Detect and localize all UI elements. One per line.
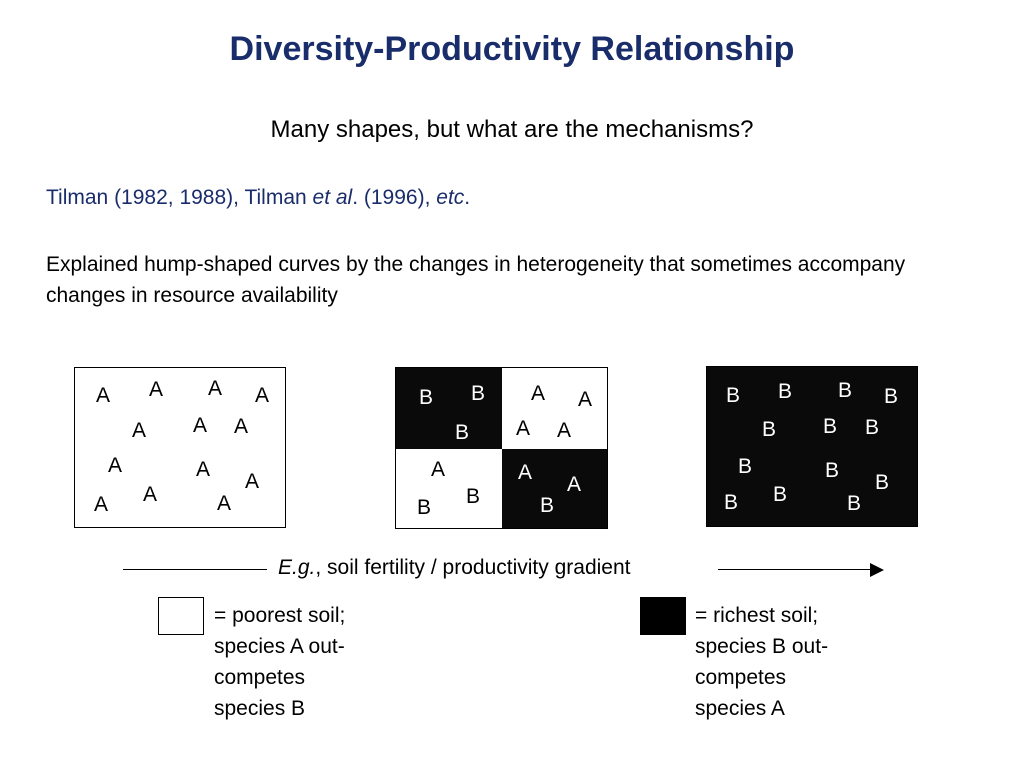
panel-mixed-soil: [395, 367, 608, 529]
poor-soil-legend-line: species B: [214, 697, 306, 720]
arrowhead-icon: [870, 563, 884, 577]
species-a-label: A: [94, 493, 109, 516]
species-b-label: B: [865, 416, 880, 439]
species-a-label: A: [516, 417, 531, 440]
species-b-label: A: [518, 461, 533, 484]
species-b-label: B: [724, 491, 739, 514]
citation-italic-2: etc: [436, 186, 465, 209]
poor-soil-legend-line: = poorest soil;: [214, 604, 346, 627]
species-a-label: A: [245, 470, 260, 493]
gradient-line-right: [718, 569, 872, 570]
species-b-label: B: [471, 382, 486, 405]
gradient-line-left: [123, 569, 267, 570]
poor-soil-legend: [214, 600, 414, 724]
species-a-label: B: [417, 496, 432, 519]
rich-soil-legend-line: = richest soil;: [695, 604, 819, 627]
citation-part-1: Tilman (1982, 1988), Tilman: [46, 186, 313, 209]
species-a-label: A: [217, 492, 232, 515]
rich-soil-legend: [695, 600, 895, 724]
species-b-label: B: [875, 471, 890, 494]
poor-soil-swatch: [158, 597, 204, 635]
species-b-label: B: [540, 494, 555, 517]
species-a-label: A: [149, 378, 164, 401]
slide-subtitle: Many shapes, but what are the mechanisms?: [270, 116, 754, 143]
citation-part-2: . (1996),: [352, 186, 437, 209]
poor-soil-legend-line: species A out-: [214, 635, 345, 658]
species-a-label: B: [466, 485, 481, 508]
citation: [46, 186, 470, 210]
species-b-label: B: [419, 386, 434, 409]
species-a-label: A: [531, 382, 546, 405]
rich-soil-swatch: [640, 597, 686, 635]
species-b-label: B: [825, 459, 840, 482]
poor-soil-legend-line: competes: [214, 666, 306, 689]
panel-poor-soil: [74, 367, 286, 528]
slide-title: Diversity-Productivity Relationship: [229, 30, 795, 68]
species-b-label: B: [823, 415, 838, 438]
species-a-label: A: [578, 388, 593, 411]
rich-soil-legend-line: competes: [695, 666, 787, 689]
species-a-label: A: [196, 458, 211, 481]
species-a-label: A: [193, 414, 208, 437]
citation-italic-1: et al: [312, 186, 353, 209]
species-b-label: B: [838, 379, 853, 402]
species-b-label: B: [762, 418, 777, 441]
species-b-label: B: [884, 385, 899, 408]
species-b-label: A: [567, 473, 582, 496]
species-b-label: B: [455, 421, 470, 444]
citation-part-3: .: [464, 186, 471, 209]
rich-soil-legend-line: species A: [695, 697, 785, 720]
species-a-label: A: [132, 419, 147, 442]
gradient-label-italic: E.g.: [278, 556, 316, 579]
species-a-label: A: [96, 384, 111, 407]
gradient-label-text: , soil fertility / productivity gradient: [315, 556, 631, 579]
gradient-label: [278, 556, 630, 580]
species-b-label: B: [847, 492, 862, 515]
species-b-label: B: [778, 380, 793, 403]
rich-patch-top-left: [396, 368, 502, 449]
species-b-label: B: [738, 455, 753, 478]
species-a-label: A: [208, 377, 223, 400]
species-a-label: A: [108, 454, 123, 477]
panel-rich-soil: [706, 366, 918, 527]
species-a-label: A: [143, 483, 158, 506]
species-b-label: B: [726, 384, 741, 407]
species-a-label: A: [431, 458, 446, 481]
species-a-label: A: [557, 419, 572, 442]
species-a-label: A: [255, 384, 270, 407]
species-b-label: B: [773, 483, 788, 506]
species-a-label: A: [234, 415, 249, 438]
rich-soil-legend-line: species B out-: [695, 635, 829, 658]
explanation-text: Explained hump-shaped curves by the changes in heterogeneity that sometimes accompany changes in resource availability: [46, 253, 906, 307]
